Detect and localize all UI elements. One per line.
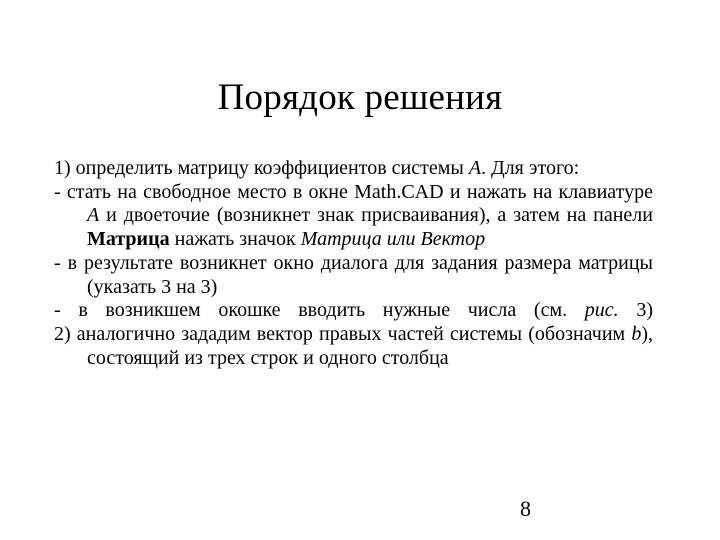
step-2-text-end: ), состоящий из трех строк и одного столбца [87, 322, 653, 369]
sub-step-place-cursor-text-2: и двоеточие (возникнет знак присваивания), а затем на панели [99, 204, 653, 227]
step-1-text: 1) определить матрицу коэффициентов системы [54, 157, 469, 179]
matrix-panel-name: Матрица [87, 228, 170, 251]
sub-step-enter-numbers-text: - в возникшем окошке вводить нужные числа (см. [54, 299, 585, 322]
sub-step-enter-numbers [54, 299, 653, 323]
sub-step-place-cursor [54, 181, 653, 252]
vector-name-b: b [631, 322, 642, 345]
step-2-paragraph [54, 323, 653, 370]
sub-step-enter-numbers-text-end: 3) [618, 299, 653, 322]
matrix-name-a: A [468, 157, 482, 179]
sub-step-place-cursor-text-3: нажать значок [169, 228, 301, 251]
step-1-paragraph [54, 157, 653, 181]
sub-step-place-cursor-text: - стать на свободное место в окне Math.CAD и нажать на клавиатуре [54, 180, 653, 203]
sub-step-dialog [54, 252, 653, 299]
step-1-text-end: . Для этого: [481, 157, 580, 179]
matrix-or-vector-icon-name: Матрица или Вектор [300, 228, 486, 251]
sub-step-dialog-text: - в результате возникнет окно диалога для задания размера матрицы (указать 3 на 3) [54, 251, 653, 298]
page-number: 8 [520, 496, 531, 521]
step-2-text: 2) аналогично зададим вектор правых частей системы (обозначим [54, 322, 632, 345]
figure-ref: рис. [584, 299, 619, 322]
key-a: А [87, 204, 100, 227]
slide-body [54, 157, 653, 370]
slide-title: Порядок решения [217, 77, 503, 118]
